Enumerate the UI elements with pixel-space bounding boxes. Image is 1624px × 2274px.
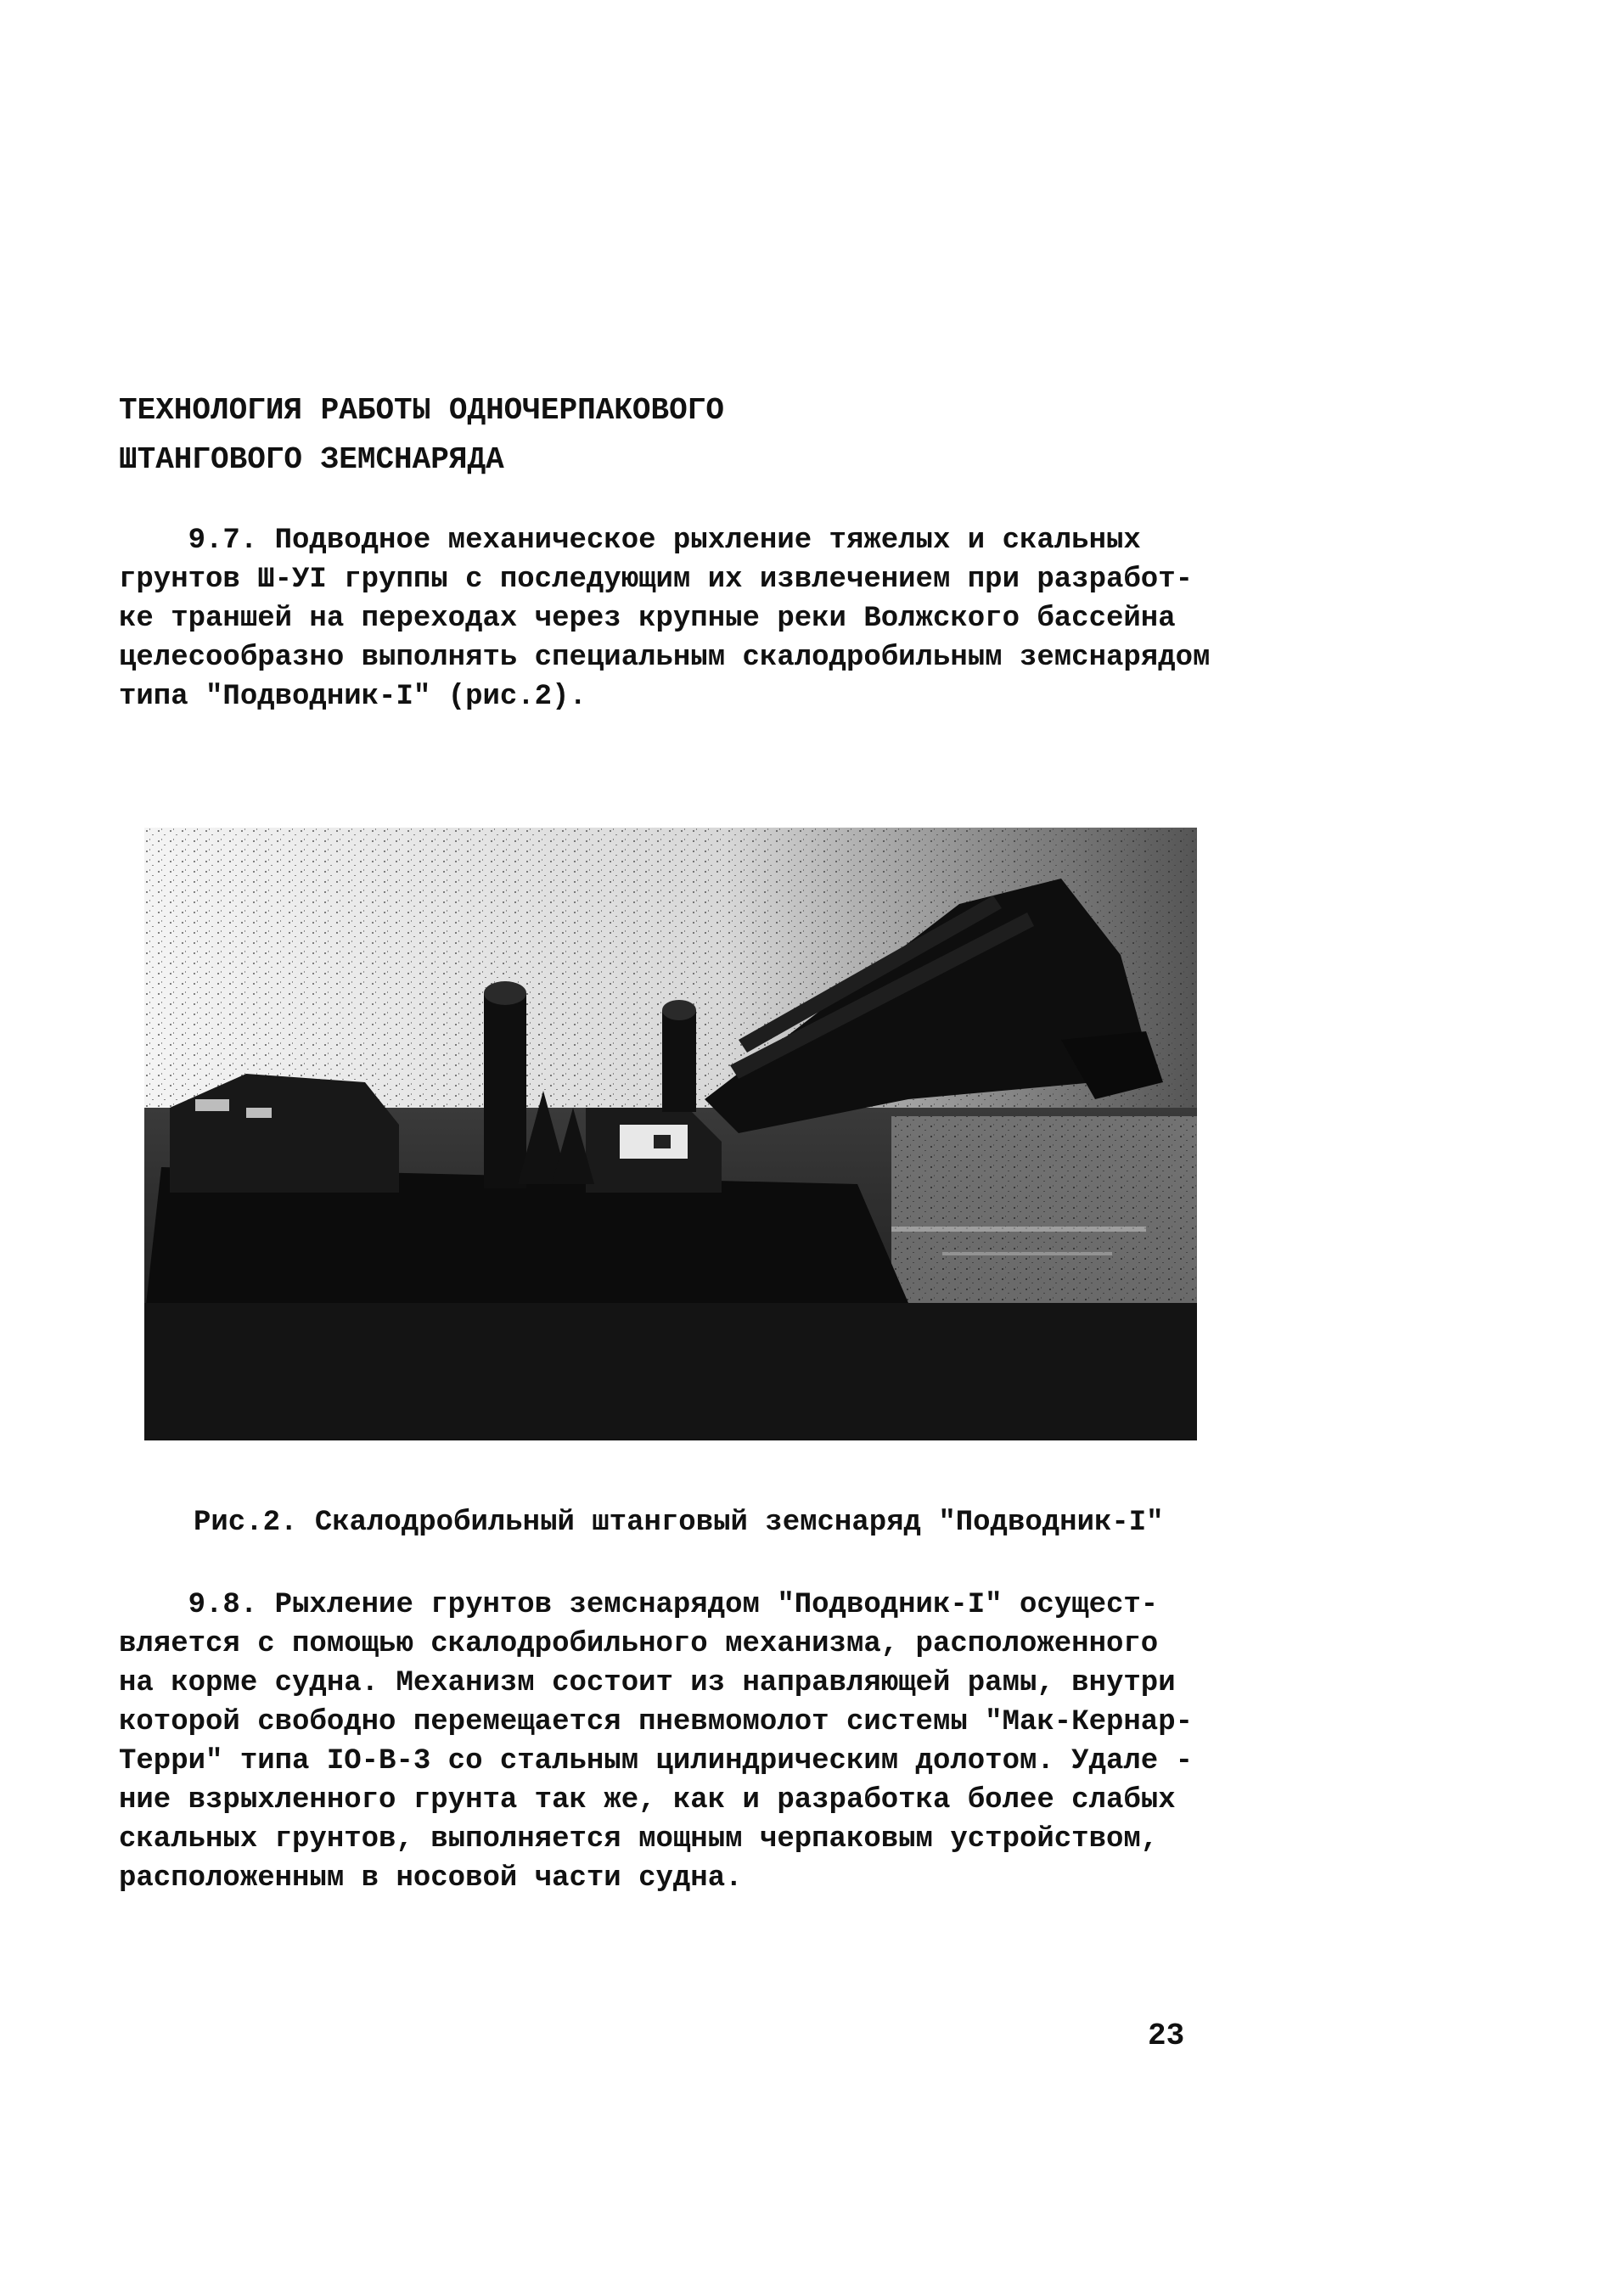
paragraph-line: ке траншей на переходах через крупные реки Волжского бассейна [119, 603, 1176, 635]
section-heading-line-2: ШТАНГОВОГО ЗЕМСНАРЯДА [119, 442, 504, 477]
paragraph-line: скальных грунтов, выполняется мощным черпаковым устройством, [119, 1823, 1159, 1856]
paragraph-line: целесообразно выполнять специальным скалодробильным земснарядом [119, 642, 1211, 674]
page-number: 23 [1148, 2019, 1185, 2053]
paragraph-line: расположенным в носовой части судна. [119, 1862, 743, 1895]
paragraph-line: на корме судна. Механизм состоит из направляющей рамы, внутри [119, 1667, 1176, 1699]
section-heading [119, 386, 724, 485]
paragraph-line: вляется с помощью скалодробильного механизма, расположенного [119, 1628, 1159, 1660]
paragraph-line: 9.8. Рыхление грунтов земснарядом "Подводник-I" осущест- [119, 1589, 1159, 1621]
paragraph-9-7 [119, 521, 1210, 716]
paragraph-line: грунтов Ш-УI группы с последующим их извлечением при разработ- [119, 564, 1194, 596]
paragraph-line: 9.7. Подводное механическое рыхление тяжелых и скальных [119, 525, 1141, 557]
figure-caption: Рис.2. Скалодробильный штанговый земснаряд "Подводник-I" [194, 1507, 1164, 1539]
paragraph-line: типа "Подводник-I" (рис.2). [119, 681, 587, 713]
section-heading-line-1: ТЕХНОЛОГИЯ РАБОТЫ ОДНОЧЕРПАКОВОГО [119, 393, 724, 428]
paragraph-9-8 [119, 1586, 1193, 1898]
paragraph-line: которой свободно перемещается пневмомолот системы "Мак-Кернар- [119, 1706, 1194, 1738]
paragraph-line: ние взрыхленного грунта так же, как и разработка более слабых [119, 1784, 1176, 1816]
paragraph-line: Терри" типа IO-B-3 со стальным цилиндрическим долотом. Удале - [119, 1745, 1194, 1777]
dredger-photo [144, 828, 1197, 1440]
